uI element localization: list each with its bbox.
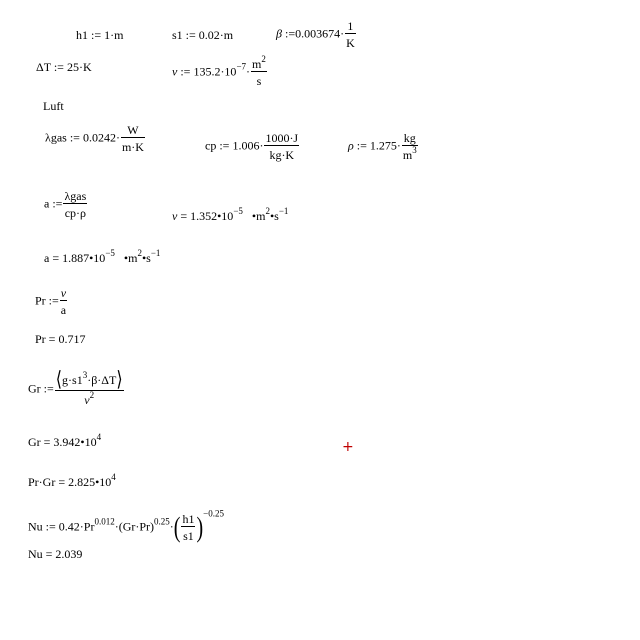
nu-exp: −7 bbox=[236, 61, 247, 72]
a-result-exp: −5 bbox=[105, 248, 115, 258]
nu-op: := bbox=[180, 64, 191, 79]
deltaT-rhs: 25·K bbox=[66, 60, 92, 74]
gr-fraction: $\frac{⟨g\cdot s1^3\cdot\beta\cdot\Delta T⟩}{\nu^2}$ bbox=[55, 369, 123, 407]
beta-op: := bbox=[284, 26, 296, 41]
nu-result-unit2: •s bbox=[269, 209, 279, 223]
a-fraction bbox=[63, 190, 87, 219]
lambda-op: := bbox=[69, 130, 80, 145]
beta-den: K bbox=[345, 33, 356, 49]
rho-den-base: m bbox=[402, 148, 413, 162]
gr-den-exp: 2 bbox=[89, 390, 95, 400]
insertion-cursor-icon[interactable]: + bbox=[342, 439, 354, 455]
section-label-luft: Luft bbox=[43, 99, 64, 113]
nu-definition[interactable] bbox=[172, 54, 268, 88]
rho-op: := bbox=[356, 138, 367, 153]
rho-fraction bbox=[402, 132, 418, 161]
cp-definition[interactable] bbox=[205, 132, 300, 161]
nu-num-exp: 2 bbox=[261, 54, 266, 64]
beta-fraction bbox=[345, 20, 356, 49]
pr-num: ν bbox=[60, 286, 67, 300]
a-result-lhs: a bbox=[44, 251, 50, 265]
nu-lhs: ν bbox=[172, 64, 178, 79]
a-op: := bbox=[52, 196, 63, 211]
rho-coef: 1.275· bbox=[369, 138, 401, 153]
gr-result-text: Gr = 3.942•10 bbox=[28, 435, 97, 449]
nu-number-definition[interactable]: Nu := $0.42\cdot Pr^{0.012}\cdot(Gr\cdot Pr)^{0.25}\cdot$( $\frac{h1}{s1}$ )$^{-0.25}$ bbox=[28, 508, 224, 543]
nu-result-op: = bbox=[180, 209, 188, 223]
nu-def-dot: · bbox=[169, 519, 174, 534]
pr-result[interactable]: Pr = 0.717 bbox=[35, 332, 86, 346]
cp-num: 1000·J bbox=[265, 131, 299, 145]
gr-num-pre: g·s1 bbox=[62, 372, 83, 387]
lambda-den: m·K bbox=[121, 137, 145, 153]
nu-number-result[interactable]: Nu = 2.039 bbox=[28, 547, 83, 561]
beta-lhs: β bbox=[276, 26, 282, 41]
nu-def-num: h1 bbox=[182, 512, 195, 526]
a-result[interactable] bbox=[44, 248, 161, 265]
nu-result-unit1: •m bbox=[251, 209, 266, 223]
pr-op: := bbox=[48, 293, 59, 308]
nu-coef: 135.2·10 bbox=[193, 64, 237, 79]
beta-num: 1 bbox=[347, 19, 354, 33]
rho-den-exp: 3 bbox=[412, 145, 417, 155]
rho-definition[interactable] bbox=[348, 132, 419, 161]
gr-num-exp: 3 bbox=[82, 369, 88, 380]
a-result-op: = bbox=[52, 251, 60, 265]
h1-lhs: h1 bbox=[76, 28, 88, 42]
s1-lhs: s1 bbox=[172, 28, 183, 42]
nu-num-base: m bbox=[252, 57, 262, 71]
nu-def-den: s1 bbox=[181, 526, 195, 542]
nu-def-exp2: 0.25 bbox=[154, 516, 170, 527]
nu-def-coef: 0.42·Pr bbox=[58, 519, 95, 534]
nu-def-op: := bbox=[45, 519, 56, 534]
h1-definition[interactable] bbox=[76, 29, 123, 41]
s1-op: := bbox=[185, 28, 196, 42]
rho-lhs: ρ bbox=[348, 138, 354, 153]
nu-def-fraction bbox=[181, 513, 195, 542]
nu-unit-fraction bbox=[251, 54, 267, 88]
pr-fraction bbox=[60, 287, 67, 316]
lambda-fraction bbox=[121, 124, 145, 153]
nu-def-exp1: 0.012 bbox=[94, 516, 115, 527]
pr-definition[interactable] bbox=[35, 287, 68, 316]
nu-result-unit1-exp: 2 bbox=[265, 206, 270, 216]
lambda-lhs: λgas bbox=[45, 130, 67, 145]
nu-def-exp3: −0.25 bbox=[203, 508, 224, 519]
nu-result-exp: −5 bbox=[233, 206, 243, 216]
gr-result[interactable] bbox=[28, 432, 102, 449]
cp-fraction bbox=[264, 132, 299, 161]
gr-lhs: Gr bbox=[28, 381, 41, 396]
deltaT-definition[interactable] bbox=[36, 61, 92, 73]
prgr-result-text: Pr·Gr = 2.825•10 bbox=[28, 475, 112, 489]
nu-dot: · bbox=[246, 64, 251, 79]
gr-op: := bbox=[43, 381, 54, 396]
prgr-result[interactable] bbox=[28, 472, 116, 489]
lambda-definition[interactable] bbox=[45, 124, 146, 153]
nu-def-mid: ·(Gr·Pr) bbox=[114, 519, 155, 534]
prgr-result-exp: 4 bbox=[111, 472, 116, 482]
cp-op: := bbox=[219, 138, 230, 153]
rho-num: kg bbox=[403, 131, 416, 145]
gr-den-base: ν bbox=[84, 393, 90, 407]
a-result-coef: 1.887•10 bbox=[62, 251, 106, 265]
s1-rhs: 0.02·m bbox=[198, 28, 234, 42]
gr-num-post: ·β·ΔT bbox=[87, 372, 117, 387]
a-result-unit1-exp: 2 bbox=[137, 248, 142, 258]
a-den: cp·ρ bbox=[63, 203, 87, 219]
a-result-unit2-exp: −1 bbox=[150, 248, 161, 258]
s1-definition[interactable] bbox=[172, 29, 233, 41]
beta-definition[interactable] bbox=[276, 20, 357, 49]
h1-op: := bbox=[91, 28, 102, 42]
cp-lhs: cp bbox=[205, 138, 217, 153]
nu-result[interactable] bbox=[172, 206, 289, 223]
a-result-unit2: •s bbox=[141, 251, 151, 265]
a-lhs: a bbox=[44, 196, 50, 211]
deltaT-lhs: ΔT bbox=[36, 60, 51, 74]
nu-result-coef: 1.352•10 bbox=[190, 209, 234, 223]
lambda-coef: 0.0242· bbox=[82, 130, 120, 145]
a-result-unit1: •m bbox=[123, 251, 138, 265]
nu-result-unit2-exp: −1 bbox=[278, 206, 289, 216]
cp-coef: 1.006· bbox=[232, 138, 264, 153]
cp-den: kg·K bbox=[264, 145, 299, 161]
pr-den: a bbox=[60, 300, 67, 316]
lambda-num: W bbox=[127, 123, 139, 137]
pr-lhs: Pr bbox=[35, 293, 46, 308]
a-definition[interactable] bbox=[44, 190, 88, 219]
nu-def-lhs: Nu bbox=[28, 519, 43, 534]
nu-result-lhs: ν bbox=[172, 209, 178, 223]
nu-den: s bbox=[251, 71, 267, 87]
h1-rhs: 1·m bbox=[104, 28, 124, 42]
gr-definition[interactable] bbox=[28, 369, 125, 407]
deltaT-op: := bbox=[53, 60, 64, 74]
gr-result-exp: 4 bbox=[96, 432, 102, 442]
beta-coef: 0.003674· bbox=[295, 26, 345, 41]
a-num: λgas bbox=[64, 189, 87, 203]
